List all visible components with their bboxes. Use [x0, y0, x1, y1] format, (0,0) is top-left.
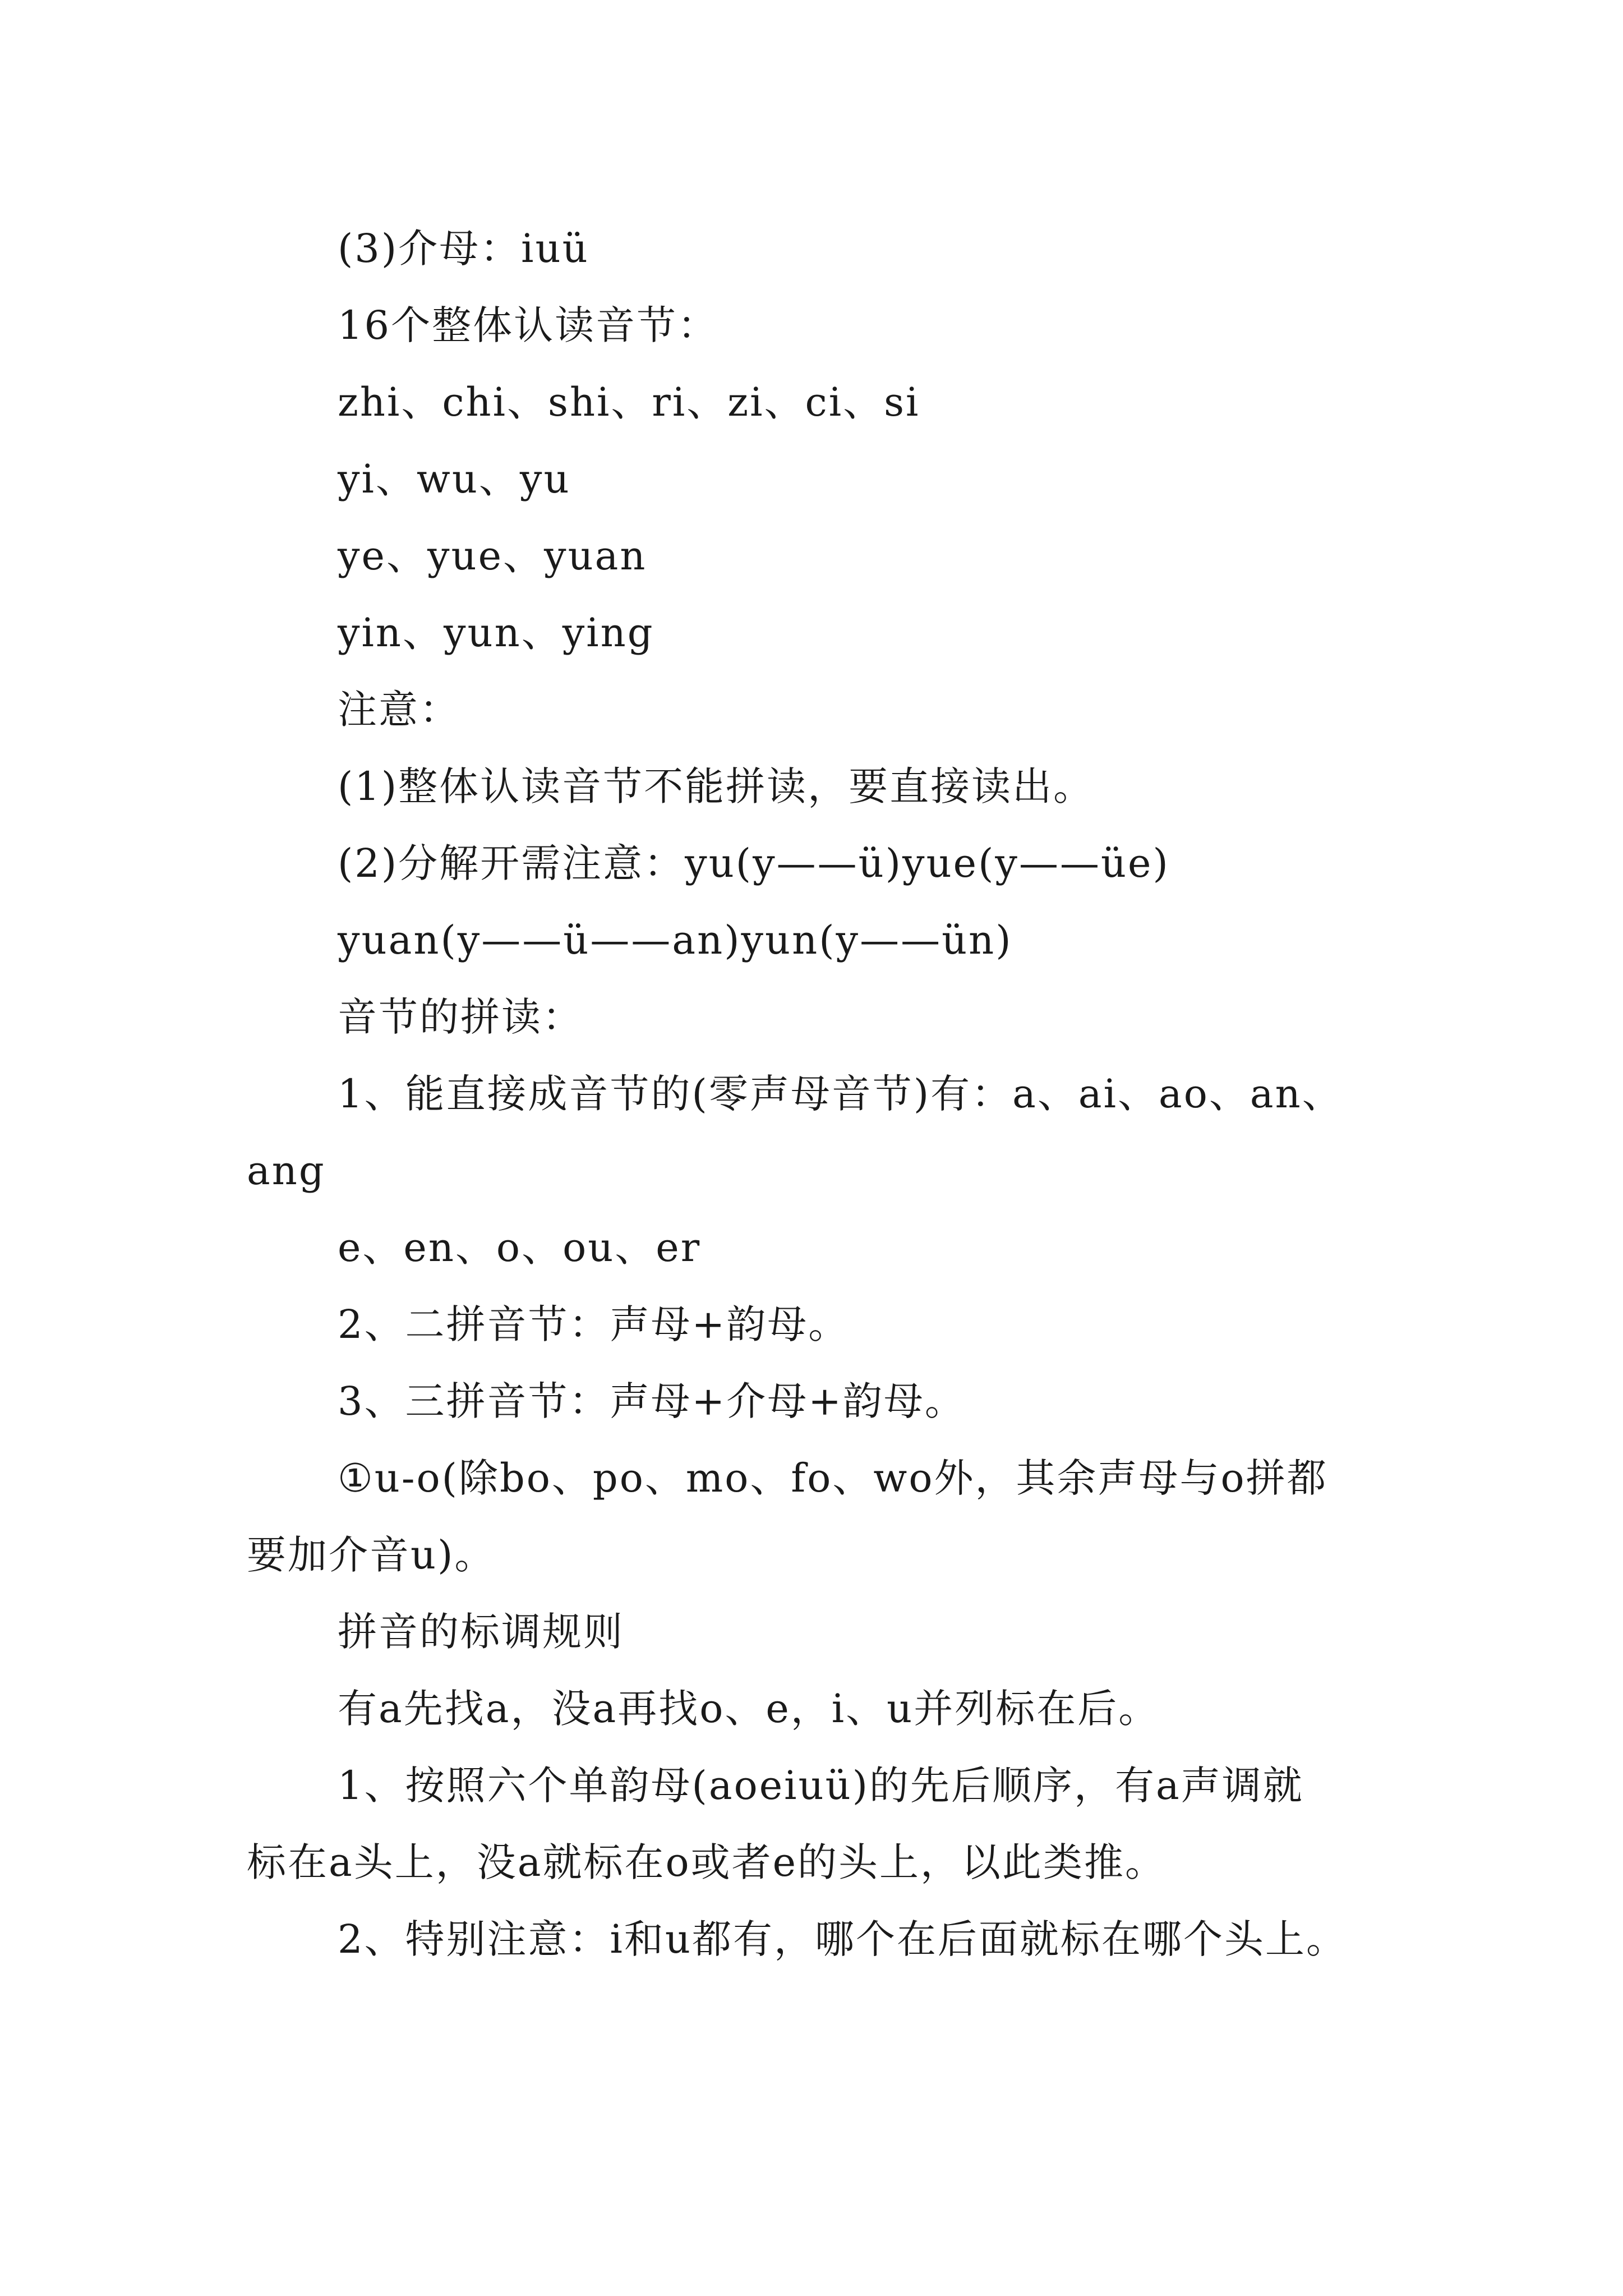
line-medial-vowels: (3)介母：iuü [338, 226, 589, 272]
line-rule-1: 1、能直接成音节的(零声母音节)有：a、ai、ao、an、 [338, 1071, 1343, 1117]
document-body [247, 210, 1396, 1978]
line-rule-3-sub-1-wrap: 要加介音u)。 [247, 1532, 496, 1578]
line-tone-rule-1: 1、按照六个单韵母(aoeiuü)的先后顺序，有a声调就 [338, 1763, 1304, 1809]
line-tone-marking-heading: 拼音的标调规则 [338, 1609, 624, 1655]
line-tone-rule-2: 2、特别注意：i和u都有，哪个在后面就标在哪个头上。 [338, 1916, 1348, 1962]
line-syllables-zhi-group: zhi、chi、shi、ri、zi、ci、si [338, 379, 920, 425]
line-rule-1-wrap: ang [247, 1148, 326, 1194]
line-rule-3-sub-1: ①u-o(除bo、po、mo、fo、wo外，其余声母与o拼都 [338, 1455, 1328, 1501]
line-rule-1-extra: e、en、o、ou、er [338, 1225, 702, 1271]
line-tone-rule-1-wrap: 标在a头上，没a就标在o或者e的头上，以此类推。 [247, 1839, 1166, 1885]
line-syllables-yin-group: yin、yun、ying [338, 610, 654, 656]
line-tone-marking-mnemonic: 有a先找a，没a再找o、e，i、u并列标在后。 [338, 1686, 1160, 1732]
line-note-2-continued: yuan(y——ü——an)yun(y——ün) [338, 917, 1013, 963]
line-syllable-reading-heading: 音节的拼读： [338, 994, 583, 1040]
line-note-1: (1)整体认读音节不能拼读，要直接读出。 [338, 763, 1095, 809]
line-note-2: (2)分解开需注意：yu(y——ü)yue(y——üe) [338, 840, 1170, 886]
line-syllables-ye-group: ye、yue、yuan [338, 533, 647, 579]
line-whole-syllables-heading: 16个整体认读音节： [338, 302, 719, 348]
line-syllables-yi-group: yi、wu、yu [338, 456, 571, 502]
line-note-heading: 注意： [338, 687, 460, 733]
line-rule-3: 3、三拼音节：声母+介母+韵母。 [338, 1378, 966, 1424]
line-rule-2: 2、二拼音节：声母+韵母。 [338, 1301, 850, 1347]
